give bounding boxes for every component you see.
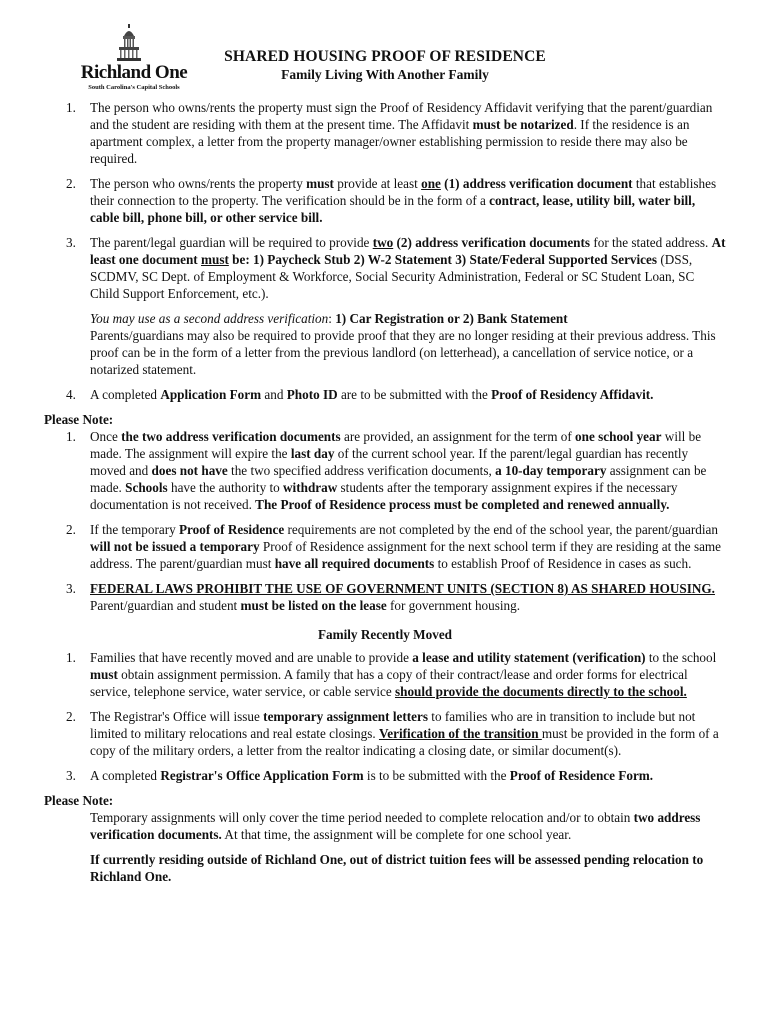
- text-run: If the temporary: [90, 522, 179, 537]
- text-run: A completed: [90, 387, 161, 402]
- text-run: Parents/guardians may also be required to provide proof that they are no longer residing at their previous address. This proof can be in the form of a letter from the previous landlord (on letterhead), a cancellation of service notice, or a notarized statement.: [90, 328, 716, 377]
- text-run: to establish Proof of Residence in cases as such.: [434, 556, 692, 571]
- text-run: Proof of Residence: [178, 522, 285, 537]
- text-run: A completed: [90, 768, 161, 783]
- text-run: The person who owns/rents the property must sign the Proof of Residency Affidavit verifying that the parent/guardian and the student are residing with them at the present time. The Affidavit: [90, 100, 713, 132]
- note-item: [44, 428, 726, 513]
- text-run: Schools: [125, 480, 168, 495]
- capitol-building-icon: [116, 24, 142, 62]
- text-run: must be notarized: [472, 117, 574, 132]
- text-run: Once: [90, 429, 122, 444]
- text-run: must be listed on the lease: [240, 598, 387, 613]
- text-run: Parent/guardian and student: [90, 598, 241, 613]
- out-of-district-note: If currently residing outside of Richland One, out of district tuition fees will be assessed pending relocation to Richland One.: [90, 852, 704, 884]
- item-number: 2.: [66, 709, 76, 724]
- text-run: Application Form: [160, 387, 262, 402]
- text-run: The Proof of Residence process must be completed and renewed annually.: [255, 497, 670, 512]
- item-text: [90, 176, 716, 225]
- text-run: At least one document: [90, 235, 726, 267]
- text-run: students after the temporary assignment expires if the necessary documentation is not received.: [90, 480, 678, 512]
- text-run: Verification of the transition: [378, 726, 542, 741]
- document-body: [44, 99, 726, 885]
- text-run: and: [261, 387, 287, 402]
- text-run: Proof of Residence assignment for the next school term if they are residing at the same address. The parent/guardian must: [90, 539, 722, 571]
- text-run: two: [372, 235, 394, 250]
- item-text: [90, 429, 706, 512]
- text-run: provide at least: [333, 176, 422, 191]
- text-run: have all required documents: [274, 556, 435, 571]
- please-note-heading: Please Note:: [44, 412, 114, 427]
- text-run: must: [90, 667, 118, 682]
- item-text: [90, 650, 716, 699]
- item-number: 2.: [66, 176, 76, 191]
- text-run: assignment can be made.: [90, 463, 707, 495]
- item-text: [90, 768, 653, 783]
- text-run: for the stated address.: [590, 235, 712, 250]
- logo-name: Richland One: [80, 62, 188, 83]
- previous-residence-note: [44, 327, 726, 378]
- section-heading: Family Recently Moved: [317, 627, 453, 642]
- item-number: 3.: [66, 581, 76, 596]
- text-run: At that time, the assignment will be complete for one school year.: [221, 827, 572, 842]
- text-run: :: [328, 311, 336, 326]
- list-item: [44, 175, 726, 226]
- text-run: the two address verification documents: [121, 429, 341, 444]
- text-run: Families that have recently moved and are unable to provide: [90, 650, 413, 665]
- text-run: is to be submitted with the: [363, 768, 510, 783]
- item-number: 4.: [66, 387, 76, 402]
- temporary-assignment-note: [44, 809, 726, 843]
- text-run: . If the residence is an apartment complex, a letter from the property manager/owner establishing permission to reside there may also be required.: [90, 117, 690, 166]
- text-run: must: [306, 176, 334, 191]
- list-item: [44, 234, 726, 302]
- item-number: 2.: [66, 522, 76, 537]
- text-run: will be made. The assignment will expire the: [90, 429, 702, 461]
- item-number: 3.: [66, 768, 76, 783]
- text-run: be: 1) Paycheck Stub 2) W-2 Statement 3) State/Federal Supported Services: [228, 252, 658, 267]
- text-run: are provided, an assignment for the term of: [340, 429, 576, 444]
- text-run: requirements are not completed by the end of the school year, the parent/guardian: [284, 522, 718, 537]
- item-number: 1.: [66, 100, 76, 115]
- text-run: FEDERAL LAWS PROHIBIT THE USE OF GOVERNMENT UNITS (SECTION 8) AS SHARED HOUSING.: [90, 581, 715, 596]
- item-text: [90, 235, 726, 301]
- text-run: the two specified address verification documents,: [227, 463, 496, 478]
- text-run: must: [201, 252, 229, 267]
- item-text: [90, 581, 715, 613]
- item-number: 3.: [66, 235, 76, 250]
- text-run: last day: [290, 446, 335, 461]
- text-run: temporary assignment letters: [263, 709, 428, 724]
- text-run: must be provided in the form of a copy of the military orders, a letter from the realtor indicating a closing date, or similar document(s).: [90, 726, 719, 758]
- text-run: a lease and utility statement (verification): [412, 650, 646, 665]
- please-note-heading: Please Note:: [44, 793, 114, 808]
- text-run: for government housing.: [386, 598, 521, 613]
- text-run: two address verification documents.: [90, 810, 701, 842]
- text-run: (2) address verification documents: [393, 235, 591, 250]
- item-text: [90, 709, 719, 758]
- list-item: [44, 386, 726, 403]
- page-title: SHARED HOUSING PROOF OF RESIDENCE: [224, 48, 546, 65]
- text-run: withdraw: [283, 480, 338, 495]
- text-run: The person who owns/rents the property: [90, 176, 307, 191]
- text-run: should provide the documents directly to the school.: [394, 684, 687, 699]
- note-item: [44, 580, 726, 614]
- second-verification-note: [44, 310, 726, 327]
- item-number: 1.: [66, 650, 76, 665]
- item-text: [90, 100, 712, 166]
- text-run: that establishes their connection to the property. The verification should be in the form of a: [90, 176, 717, 208]
- text-run: of the current school year. If the parent/legal guardian has recently moved and: [90, 446, 689, 478]
- text-run: to families who are in transition to include but not limited to military relocations and real estate closings.: [90, 709, 696, 741]
- note-item: [44, 521, 726, 572]
- text-run: (DSS, SCDMV, SC Dept. of Employment & Workforce, Social Security Administration, Federal or SC Student Loan, SC Child Support Enforcement, etc.).: [90, 252, 695, 301]
- page-subtitle: Family Living With Another Family: [281, 67, 489, 82]
- item-text: [90, 387, 653, 402]
- text-run: have the authority to: [167, 480, 284, 495]
- item-text: [90, 522, 721, 571]
- text-run: Proof of Residency Affidavit.: [491, 387, 654, 402]
- text-run: Photo ID: [286, 387, 338, 402]
- text-run: The parent/legal guardian will be required to provide: [90, 235, 373, 250]
- text-run: one: [421, 176, 441, 191]
- text-run: will not be issued a temporary: [90, 539, 260, 554]
- list-item: [44, 99, 726, 167]
- list-item: [44, 708, 726, 759]
- list-item: [44, 649, 726, 700]
- item-number: 1.: [66, 429, 76, 444]
- text-run: The Registrar's Office will issue: [90, 709, 264, 724]
- text-run: are to be submitted with the: [337, 387, 492, 402]
- text-run: one school year: [575, 429, 662, 444]
- list-item: [44, 767, 726, 784]
- text-run: does not have: [151, 463, 228, 478]
- text-run: to the school: [645, 650, 717, 665]
- text-run: Temporary assignments will only cover the time period needed to complete relocation and/or to obtain: [90, 810, 634, 825]
- text-run: contract, lease, utility bill, water bill, cable bill, phone bill, or other service bill.: [90, 193, 696, 225]
- text-run: (1) address verification document: [440, 176, 633, 191]
- text-run: You may use as a second address verification: [90, 311, 329, 326]
- logo-tagline: South Carolina's Capital Schools: [88, 84, 180, 91]
- text-run: a 10-day temporary: [495, 463, 607, 478]
- text-run: Proof of Residence Form.: [509, 768, 654, 783]
- text-run: 1) Car Registration or 2) Bank Statement: [335, 311, 568, 326]
- text-run: obtain assignment permission. A family that has a copy of their contract/lease and order forms for electrical service, telephone service, water service, or cable service: [90, 667, 688, 699]
- text-run: Registrar's Office Application Form: [160, 768, 364, 783]
